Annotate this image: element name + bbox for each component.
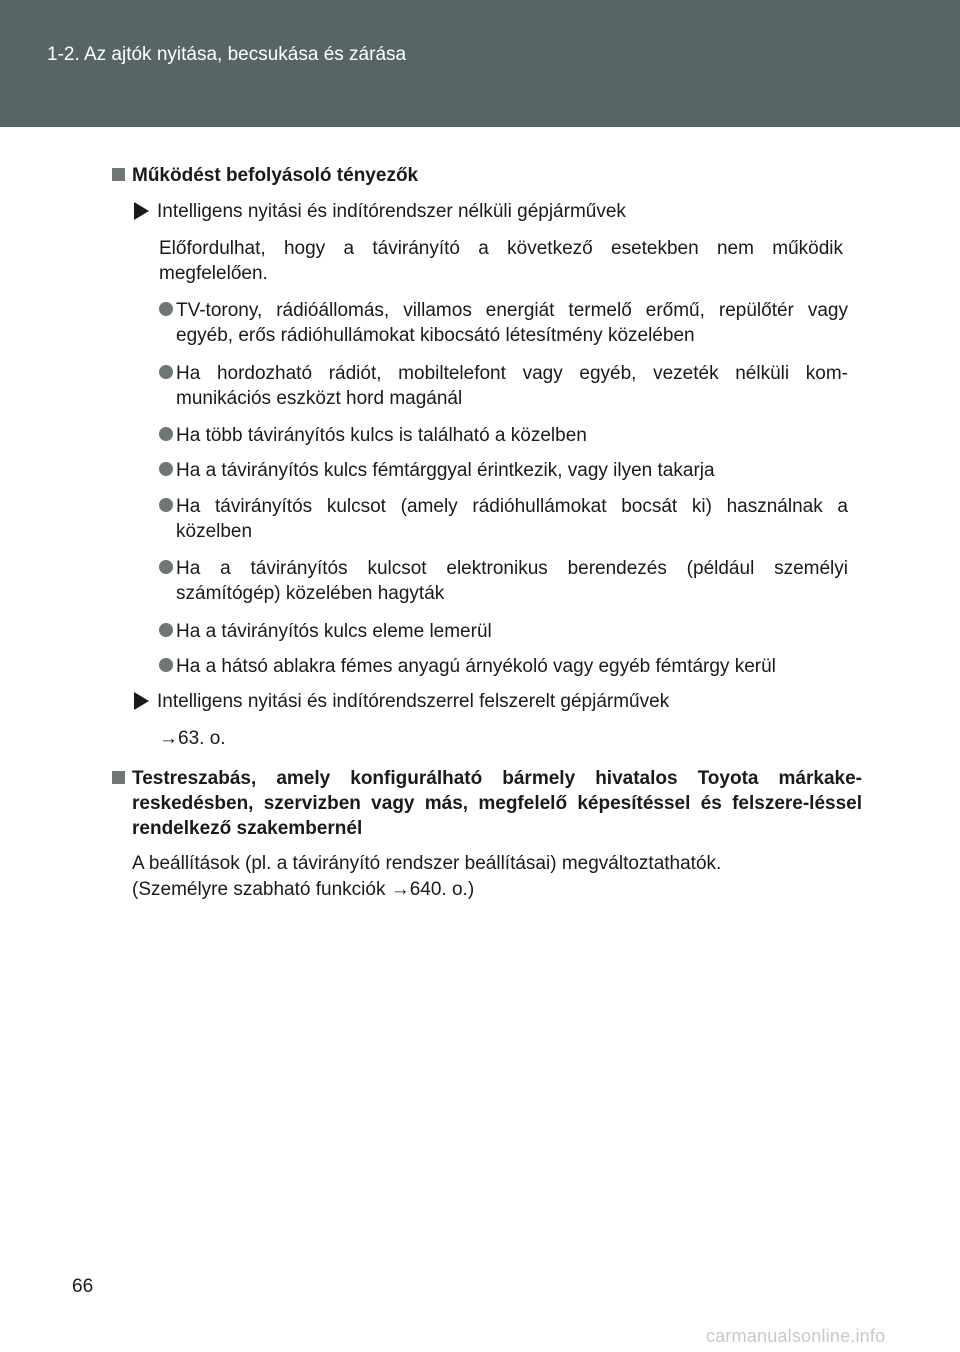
triangle-arrow-icon: [134, 692, 149, 710]
page-reference: →63. o.: [159, 728, 226, 749]
list-item: [159, 361, 848, 411]
square-bullet-icon: [112, 168, 125, 181]
list-item: [159, 619, 848, 644]
list-item: [159, 654, 848, 679]
subsection-heading-text: Intelligens nyitási és indítórendszerrel felszerelt gépjárművek: [157, 691, 670, 712]
circle-bullet-icon: [159, 302, 173, 316]
section-heading: [112, 163, 842, 188]
section-heading-text: Testreszabás, amely konfigurálható bármely hivatalos Toyota márkake-reskedésben, szervizben vagy más, megfelelő képesítéssel és felszere-léssel rendelkező szakembernél: [132, 768, 862, 839]
list-item-text: Ha a távirányítós kulcs eleme lemerül: [176, 621, 492, 642]
circle-bullet-icon: [159, 365, 173, 379]
list-item-text: Ha a távirányítós kulcs fémtárggyal érintkezik, vagy ilyen takarja: [176, 460, 715, 481]
circle-bullet-icon: [159, 560, 173, 574]
triangle-arrow-icon: [134, 202, 149, 220]
circle-bullet-icon: [159, 462, 173, 476]
circle-bullet-icon: [159, 427, 173, 441]
list-item-text: Ha több távirányítós kulcs is található a közelben: [176, 425, 587, 446]
paragraph-line: (Személyre szabható funkciók →640. o.): [132, 879, 475, 900]
subsection-heading: [134, 199, 626, 224]
list-item-text: Ha a távirányítós kulcsot elektronikus berendezés (például személyi számítógép) közelében hagyták: [176, 558, 848, 604]
section-heading-text: Működést befolyásoló tényezők: [132, 165, 419, 186]
page-header: [0, 0, 960, 127]
circle-bullet-icon: [159, 658, 173, 672]
list-item-text: TV-torony, rádióállomás, villamos energiát termelő erőmű, repülőtér vagy egyéb, erős rádióhullámokat kibocsátó létesítmény közelében: [176, 300, 848, 346]
list-item-text: Ha távirányítós kulcsot (amely rádióhullámokat bocsát ki) használnak a közelben: [176, 496, 848, 542]
list-item-text: Ha hordozható rádiót, mobiltelefont vagy egyéb, vezeték nélküli kom-munikációs eszközt hord magánál: [176, 363, 848, 409]
page-number: 66: [72, 1276, 94, 1297]
list-item: [159, 556, 848, 606]
list-item: [159, 494, 848, 544]
watermark: carmanualsonline.info: [706, 1326, 886, 1346]
list-item: [159, 458, 848, 483]
list-item-text: Ha a hátsó ablakra fémes anyagú árnyékoló vagy egyéb fémtárgy kerül: [176, 656, 776, 677]
list-item: [159, 298, 848, 348]
square-bullet-icon: [112, 771, 125, 784]
list-item: [159, 423, 848, 448]
circle-bullet-icon: [159, 623, 173, 637]
chapter-title: 1-2. Az ajtók nyitása, becsukása és zárása: [47, 44, 407, 65]
section-heading: [112, 766, 862, 841]
paragraph-line: A beállítások (pl. a távirányító rendszer beállításai) megváltoztathatók.: [132, 853, 722, 874]
intro-paragraph: Előfordulhat, hogy a távirányító a következő esetekben nem működik megfelelően.: [159, 238, 843, 284]
circle-bullet-icon: [159, 498, 173, 512]
subsection-heading: [134, 689, 669, 714]
subsection-heading-text: Intelligens nyitási és indítórendszer nélküli gépjárművek: [157, 201, 626, 222]
